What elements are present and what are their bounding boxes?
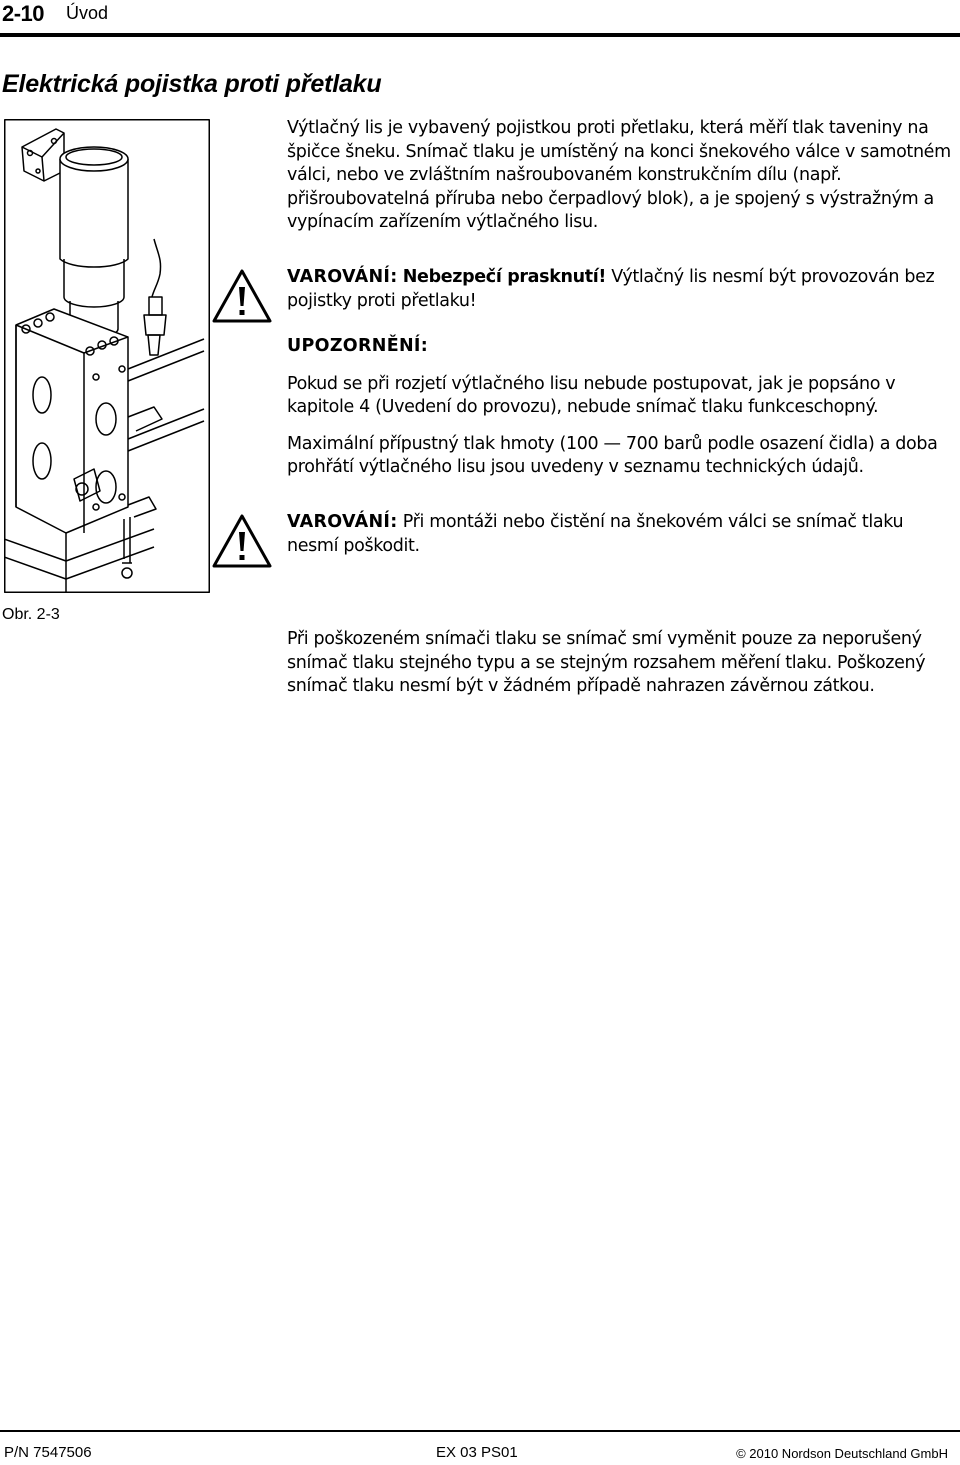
warning-text-2: Při montáži nebo čistění na šnekovém válci se snímač tlaku nesmí poškodit. bbox=[287, 512, 904, 556]
notice-paragraph-1: Pokud se při rozjetí výtlačného lisu nebude postupovat, jak je popsáno v kapitole 4 (Uvedení do provozu), nebude snímač tlaku funkceschopný. bbox=[287, 373, 896, 417]
figure-label: Obr. 2-3 bbox=[2, 606, 60, 623]
footer-copyright: © 2010 Nordson Deutschland GmbH bbox=[736, 1446, 948, 1461]
chapter-name: Úvod bbox=[66, 3, 109, 23]
header-rule bbox=[0, 33, 960, 37]
warning-text-1: Výtlačný lis nesmí být provozován bez pojistky proti přetlaku! bbox=[287, 267, 935, 311]
section-title: Elektrická pojistka proti přetlaku bbox=[2, 70, 382, 98]
footer-rule bbox=[0, 1430, 960, 1432]
warning-block-2 bbox=[287, 511, 957, 558]
notice-label: UPOZORNĚNÍ: bbox=[287, 336, 429, 356]
warning-triangle-icon bbox=[211, 268, 273, 324]
warning-block-1 bbox=[287, 266, 957, 313]
warning-emphasis-1: Nebezpečí prasknutí! bbox=[402, 267, 607, 287]
footer-edition: EX 03 PS01 bbox=[436, 1444, 518, 1461]
warning-triangle-icon bbox=[211, 513, 273, 569]
warning-label-2: VAROVÁNÍ: bbox=[287, 512, 398, 532]
intro-paragraph bbox=[287, 117, 957, 235]
notice-paragraph-2: Maximální přípustný tlak hmoty (100 — 700 barů podle osazení čidla) a doba prohřátí výtlačného lisu jsou uvedeny v seznamu technických údajů. bbox=[287, 433, 938, 477]
pressure-sensor-illustration bbox=[4, 119, 210, 593]
replacement-text: Při poškozeném snímači tlaku se snímač smí vyměnit pouze za neporušený snímač tlaku stejného typu a se stejným rozsahem měření tlaku. Poškozený snímač tlaku nesmí být v žádném případě nahrazen závěrnou zátkou. bbox=[287, 629, 926, 696]
notice-block bbox=[287, 335, 957, 480]
footer-part-number: P/N 7547506 bbox=[4, 1444, 92, 1461]
warning-label-1: VAROVÁNÍ: bbox=[287, 267, 398, 287]
replacement-paragraph bbox=[287, 628, 957, 699]
page-number: 2-10 bbox=[2, 1, 45, 26]
intro-text: Výtlačný lis je vybavený pojistkou proti přetlaku, která měří tlak taveniny na špičce šneku. Snímač tlaku je umístěný na konci šnekového válce v samotném válci, nebo ve zvláštním našroubovaném konstrukčním dílu (např. přišroubovatelná příruba nebo čerpadlový blok), a je spojený s výstražným a vypínacím zařízením výtlačného lisu. bbox=[287, 118, 951, 232]
